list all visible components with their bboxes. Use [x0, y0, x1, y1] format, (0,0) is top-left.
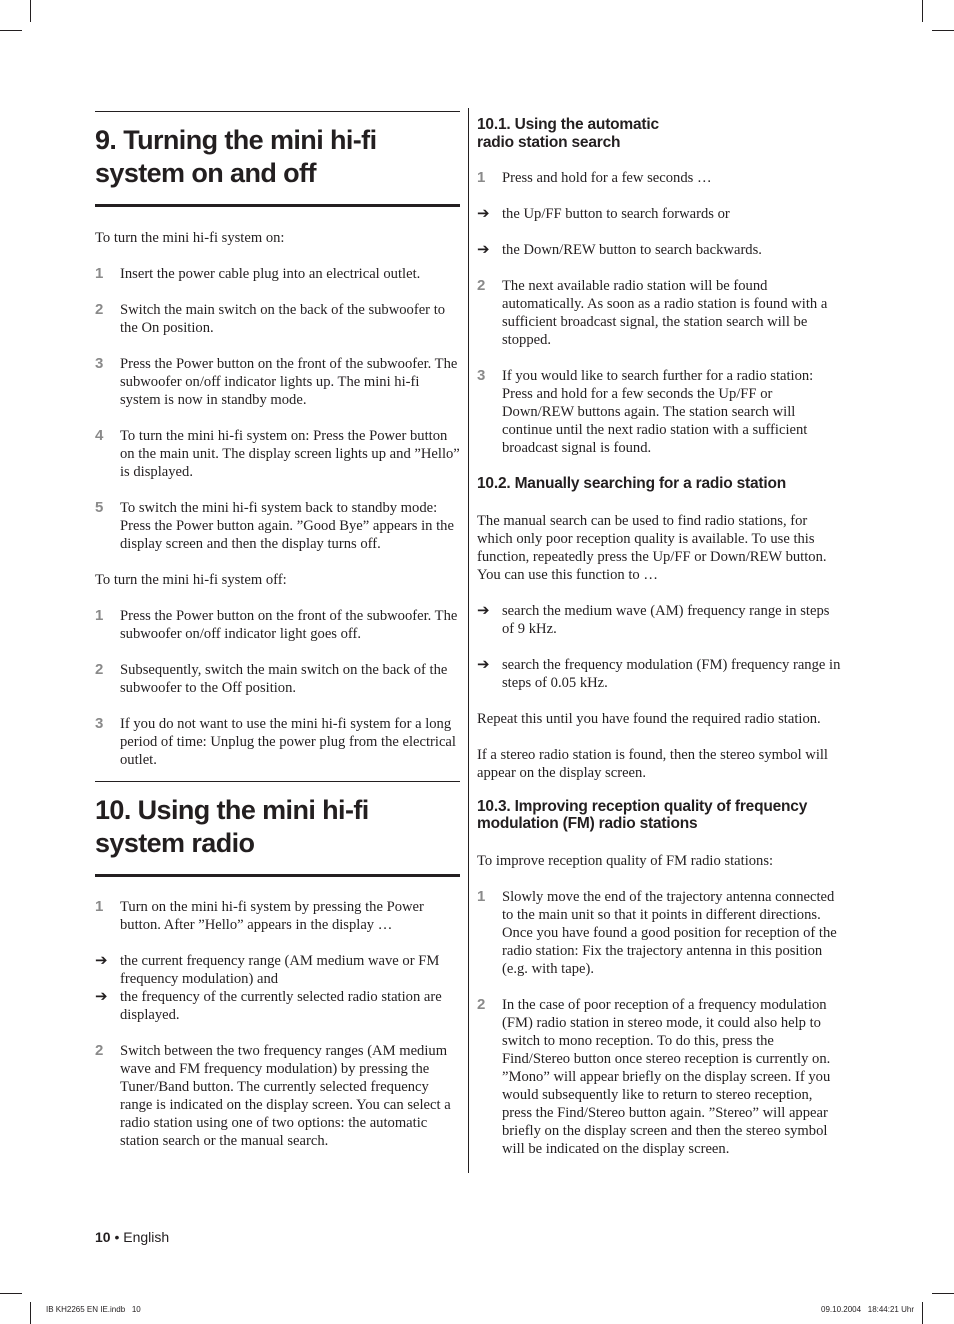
step-on-5: 5 To switch the mini hi-fi system back to standby mode: Press the Power button again. ”Good Bye” appears in the display screen and then the display turns off. — [95, 499, 454, 552]
section-9-title: 9. Turning the mini hi-fi system on and off — [95, 125, 377, 188]
manual-intro: The manual search can be used to find radio stations, for which only poor reception quality is available. To use this function, repeatedly press the Up/FF or Down/REW button. You can use this function to … — [477, 512, 827, 583]
step-off-1: 1 Press the Power button on the front of the subwoofer. The subwoofer on/off indicator light goes off. — [95, 607, 458, 642]
print-slug-left: IB KH2265 EN IE.indb 10 — [46, 1305, 141, 1314]
arrow-icon: ➔ — [477, 600, 490, 619]
arrow-icon: ➔ — [95, 951, 108, 969]
section-rule — [95, 204, 460, 207]
manual-repeat: Repeat this until you have found the required radio station. — [477, 710, 821, 727]
fm-step-2: 2 In the case of poor reception of a frequency modulation (FM) radio station in stereo mode, it could also help to switch to mono reception. To do this, press the Find/Stereo button once stereo reception is currently on. ”Mono” will appear briefly on the display screen. If you would subsequently like to return to stereo reception, press the Find/Stereo button again. ”Stereo” will appear briefly on the display screen and then the stereo symbol will be indicated on the display screen. — [477, 995, 831, 1157]
crop-mark — [922, 0, 923, 22]
print-slug-right: 09.10.2004 18:44:21 Uhr — [821, 1305, 914, 1314]
manual-bullet: ➔ search the medium wave (AM) frequency range in steps of 9 kHz. — [477, 600, 830, 637]
section-10-2-title: 10.2. Manually searching for a radio station — [477, 475, 787, 492]
step-off-2: 2 Subsequently, switch the main switch on the back of the subwoofer to the Off position. — [95, 661, 448, 696]
page-footer — [95, 1229, 169, 1245]
arrow-icon: ➔ — [95, 987, 108, 1005]
step-on-3: 3 Press the Power button on the front of the subwoofer. The subwoofer on/off indicator lights up. The mini hi-fi system is now in standby mode. — [95, 355, 458, 408]
arrow-icon: ➔ — [477, 654, 490, 673]
step-on-4: 4 To turn the mini hi-fi system on: Press the Power button on the main unit. The display screen lights up and ”Hello” is displayed. — [95, 427, 460, 480]
crop-mark — [932, 30, 954, 31]
radio-step-1: 1 Turn on the mini hi-fi system by pressing the Power button. After ”Hello” appears in the display … — [95, 898, 424, 933]
right-column — [477, 116, 845, 1158]
crop-mark — [30, 1302, 31, 1324]
intro-on: To turn the mini hi-fi system on: — [95, 230, 285, 246]
section-rule — [95, 781, 460, 782]
section-rule — [95, 111, 460, 112]
section-10-title: 10. Using the mini hi-fi system radio — [95, 795, 369, 858]
radio-bullet: ➔ the current frequency range (AM medium wave or FM frequency modulation) and — [95, 951, 440, 987]
column-divider — [468, 108, 469, 1173]
radio-bullet: ➔ the frequency of the currently selected radio station are displayed. — [95, 987, 442, 1023]
step-off-3: 3 If you do not want to use the mini hi-fi system for a long period of time: Unplug the power plug from the electrical outlet. — [95, 715, 456, 768]
crop-mark — [932, 1293, 954, 1294]
arrow-icon: ➔ — [477, 240, 490, 258]
footer-language: English — [123, 1229, 170, 1245]
auto-step-2: 2 The next available radio station will be found automatically. As soon as a radio station is found with a sufficient broadcast signal, the station search will be stopped. — [477, 277, 828, 348]
radio-step-2: 2 Switch between the two frequency ranges (AM medium wave and FM frequency modulation) by pressing the Tuner/Band button. The currently selected frequency range is indicated on the display screen. You can select a radio station using one of two options: the automatic station search or the manual search. — [95, 1042, 451, 1149]
section-10-3-title: 10.3. Improving reception quality of frequency modulation (FM) radio stations — [477, 797, 808, 832]
step-on-1: 1 Insert the power cable plug into an electrical outlet. — [95, 265, 421, 282]
crop-mark — [922, 1302, 923, 1324]
fm-step-1: 1 Slowly move the end of the trajectory antenna connected to the main unit so that it points in different directions. Once you have found a good position for reception of the radio station: Fix the trajectory antenna in this position (e.g. with tape). — [477, 887, 837, 977]
auto-step-1: 1 Press and hold for a few seconds … — [477, 169, 712, 186]
arrow-icon: ➔ — [477, 204, 490, 222]
section-10-1-title: 10.1. Using the automatic radio station search — [477, 116, 659, 151]
fm-intro: To improve reception quality of FM radio stations: — [477, 852, 774, 869]
auto-bullet: ➔ the Up/FF button to search forwards or — [477, 204, 730, 222]
crop-mark — [0, 30, 22, 31]
manual-stereo: If a stereo radio station is found, then the stereo symbol will appear on the display screen. — [477, 746, 828, 781]
step-on-2: 2 Switch the main switch on the back of the subwoofer to the On position. — [95, 301, 446, 336]
crop-mark — [30, 0, 31, 22]
crop-mark — [0, 1293, 22, 1294]
section-rule — [95, 874, 460, 877]
page-number: 10 — [95, 1229, 111, 1245]
footer-separator: • — [110, 1229, 124, 1245]
left-column — [95, 111, 460, 1150]
auto-bullet: ➔ the Down/REW button to search backwards. — [477, 240, 762, 258]
auto-step-3: 3 If you would like to search further for a radio station: Press and hold for a few seconds the Up/FF or Down/REW buttons again. The station search will continue until the next radio station with a sufficient broadcast signal is found. — [477, 367, 814, 456]
manual-bullet: ➔ search the frequency modulation (FM) frequency range in steps of 0.05 kHz. — [477, 654, 841, 691]
intro-off: To turn the mini hi-fi system off: — [95, 572, 287, 588]
